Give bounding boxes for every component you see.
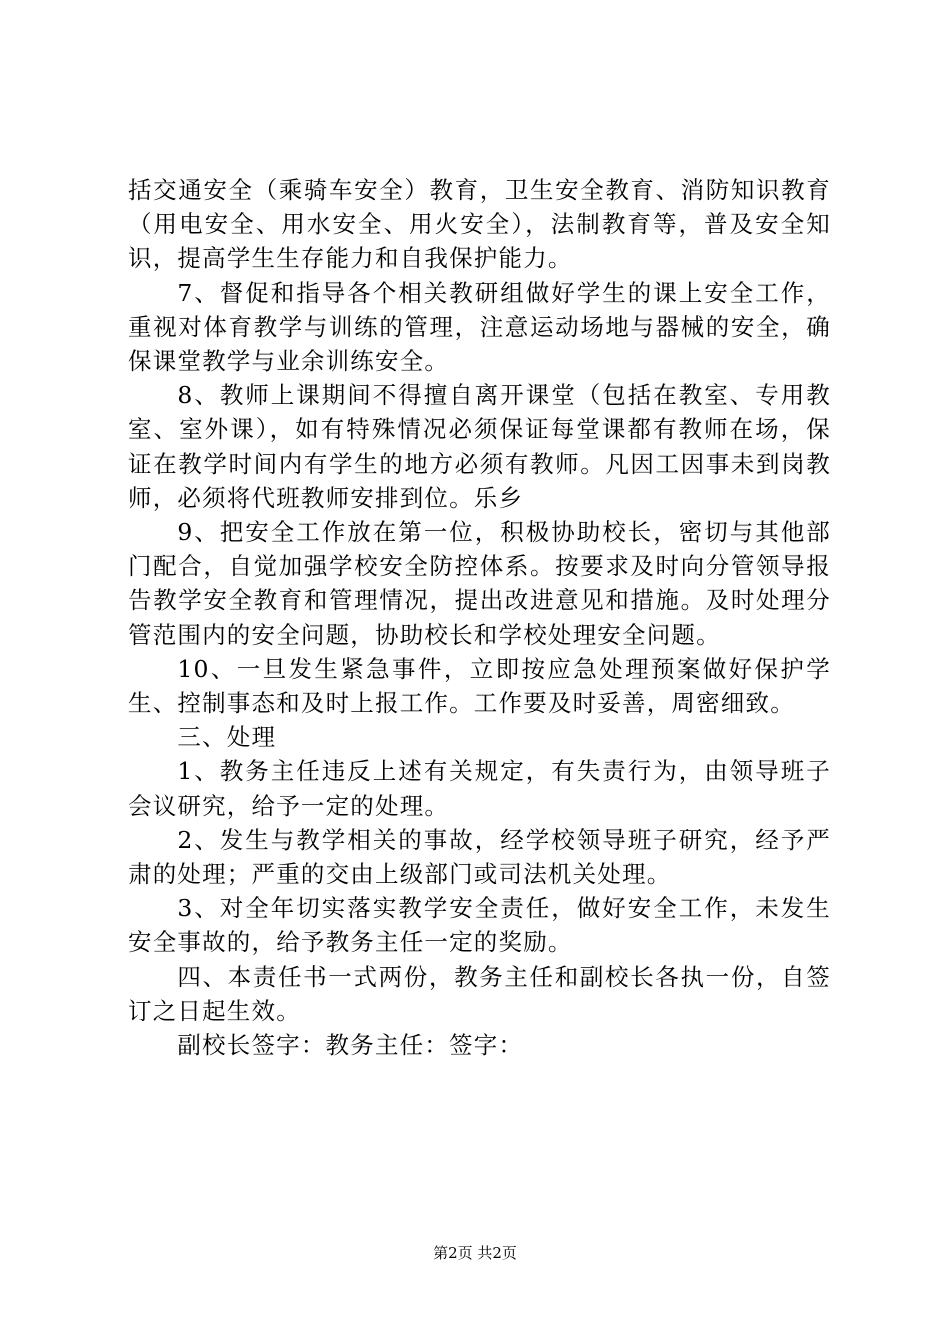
paragraph-item-10: 10、一旦发生紧急事件，立即按应急处理预案做好保护学生、控制事态和及时上报工作。工作要及时妥善，周密细致。: [128, 654, 831, 718]
paragraph-section-four: 四、本责任书一式两份，教务主任和副校长各执一份，自签订之日起生效。: [128, 962, 831, 1025]
paragraph-continuation: 括交通安全（乘骑车安全）教育，卫生安全教育、消防知识教育（用电安全、用水安全、用火安全），法制教育等，普及安全知识，提高学生生存能力和自我保护能力。: [128, 176, 831, 273]
page-footer: 第2页 共2页: [433, 1244, 517, 1262]
paragraph-handling-1: 1、教务主任违反上述有关规定，有失责行为，由领导班子会议研究，给予一定的处理。: [128, 757, 831, 820]
paragraph-item-8: 8、教师上课期间不得擅自离开课堂（包括在教室、专用教室、室外课），如有特殊情况必须保证每堂课都有教师在场，保证在教学时间内有学生的地方必须有教师。凡因工因事未到岗教师，必须将代班教师安排到位。乐乡: [128, 381, 831, 512]
paragraph-handling-3: 3、对全年切实落实教学安全责任，做好安全工作，未发生安全事故的，给予教务主任一定的奖励。: [128, 894, 831, 957]
document-body: [128, 173, 831, 1062]
signature-line: 副校长签字：教务主任：签字：: [177, 1031, 524, 1060]
paragraph-handling-2: 2、发生与教学相关的事故，经学校领导班子研究，经予严肃的处理；严重的交由上级部门或司法机关处理。: [128, 825, 831, 889]
paragraph-item-7: 7、督促和指导各个相关教研组做好学生的课上安全工作，重视对体育教学与训练的管理，注意运动场地与器械的安全，确保课堂教学与业余训练安全。: [128, 278, 831, 376]
paragraph-item-9: 9、把安全工作放在第一位，积极协助校长，密切与其他部门配合，自觉加强学校安全防控体系。按要求及时向分管领导报告教学安全教育和管理情况，提出改进意见和措施。及时处理分管范围内的安全问题，协助校长和学校处理安全问题。: [128, 518, 831, 649]
section-heading-handling: 三、处理: [177, 723, 277, 752]
